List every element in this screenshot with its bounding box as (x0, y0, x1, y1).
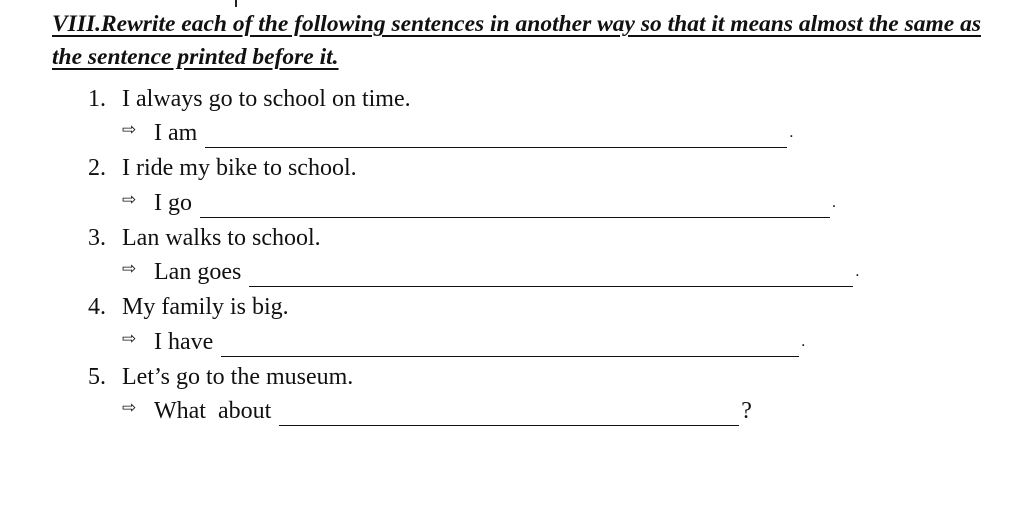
item-sentence: I ride my bike to school. (122, 155, 357, 181)
answer-prompt: I have (154, 329, 214, 355)
exercise-item-2 (88, 153, 357, 183)
right-arrow-icon: ⇨ (122, 120, 137, 140)
answer-end-punct: ? (741, 398, 752, 424)
exercise-item-4 (88, 292, 289, 322)
answer-prompt: I go (154, 190, 192, 216)
answer-line-3 (122, 257, 859, 287)
item-sentence: My family is big. (122, 294, 289, 320)
answer-line-4 (122, 327, 805, 357)
right-arrow-icon: ⇨ (122, 398, 137, 418)
answer-blank[interactable] (205, 125, 787, 148)
answer-prompt: Lan goes (154, 259, 242, 285)
answer-end-punct: . (801, 333, 806, 350)
item-sentence: Let’s go to the museum. (122, 364, 354, 390)
answer-end-punct: . (855, 263, 860, 280)
item-number: 4. (88, 294, 106, 320)
answer-line-1 (122, 118, 793, 148)
exercise-item-1 (88, 84, 411, 114)
exercise-item-5 (88, 362, 353, 392)
right-arrow-icon: ⇨ (122, 190, 137, 210)
answer-line-2 (122, 188, 836, 218)
item-number: 1. (88, 86, 106, 112)
item-number: 2. (88, 155, 106, 181)
answer-line-5 (122, 396, 752, 426)
page-edge-mark (235, 0, 237, 7)
answer-end-punct: . (832, 194, 836, 211)
answer-blank[interactable] (200, 195, 830, 218)
item-sentence: Lan walks to school. (122, 225, 321, 251)
exercise-heading: VIII.Rewrite each of the following sentences in another way so that it means almost the same as the sentence printed before it. (52, 11, 981, 70)
item-sentence: I always go to school on time. (122, 86, 411, 112)
right-arrow-icon: ⇨ (122, 329, 137, 349)
item-number: 3. (88, 225, 106, 251)
item-number: 5. (88, 364, 106, 390)
answer-prompt: I am (154, 120, 198, 146)
right-arrow-icon: ⇨ (122, 259, 137, 279)
exercise-item-3 (88, 223, 321, 253)
answer-prompt: What about (154, 398, 272, 424)
answer-blank[interactable] (221, 334, 799, 357)
answer-blank[interactable] (249, 264, 853, 287)
answer-blank[interactable] (279, 403, 739, 426)
answer-end-punct: . (789, 124, 794, 141)
